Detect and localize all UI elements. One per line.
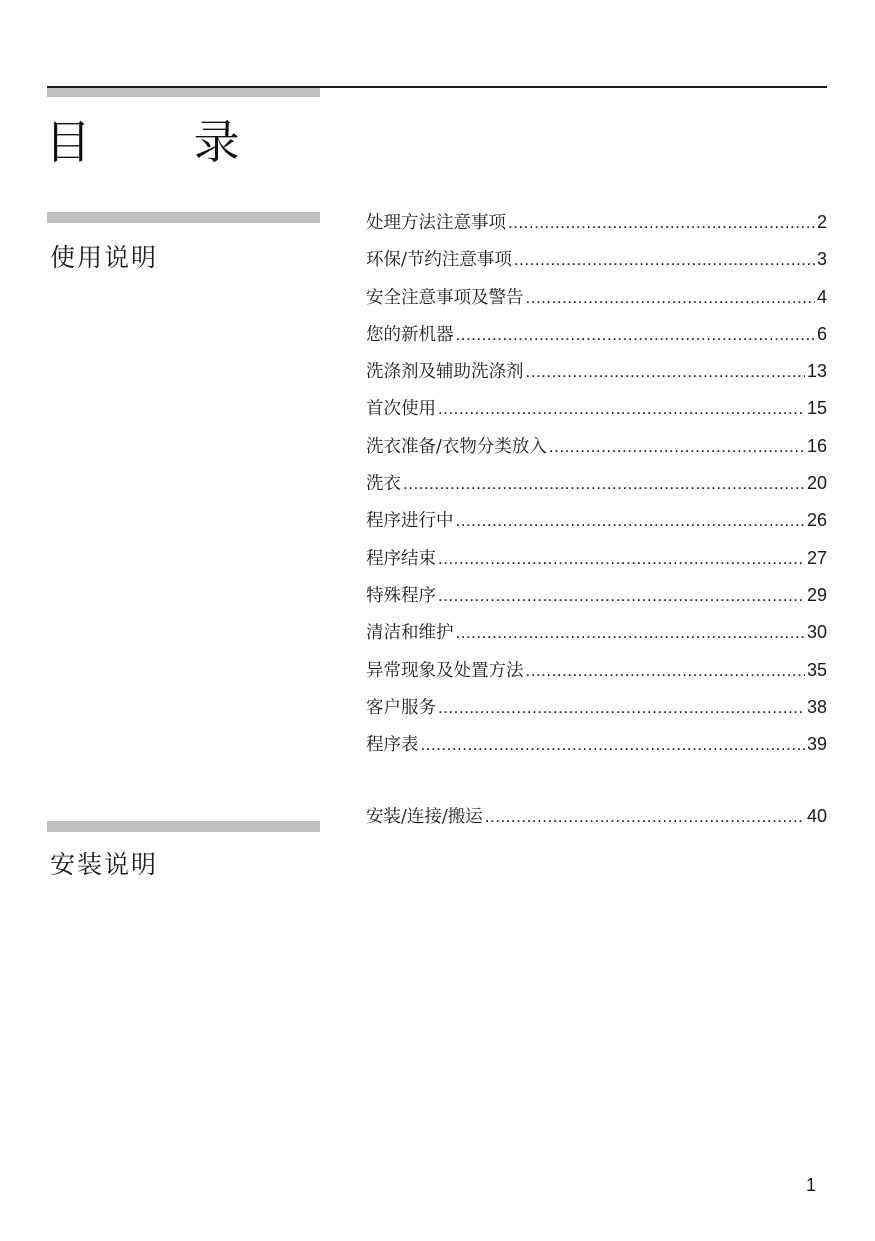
toc-entry-label: 安装/连接/搬运 — [366, 807, 483, 827]
toc-leader — [508, 211, 815, 235]
toc-entry-page: 15 — [806, 398, 827, 419]
toc-entry-label: 安全注意事项及警告 — [366, 287, 524, 308]
toc-entry-label: 特殊程序 — [366, 585, 436, 606]
toc-entry[interactable] — [366, 396, 827, 433]
title-accent-bar — [47, 88, 320, 97]
toc-entry-label: 客户服务 — [366, 697, 436, 718]
toc-leader — [456, 323, 815, 347]
toc-entry[interactable] — [366, 508, 827, 545]
toc-entry-page: 38 — [806, 696, 827, 717]
toc-entry[interactable] — [366, 804, 827, 841]
toc-leader — [438, 397, 805, 421]
toc-leader — [438, 547, 805, 571]
toc-entry[interactable] — [366, 546, 827, 583]
toc-entry-label: 洗涤剂及辅助洗涤剂 — [366, 362, 524, 383]
toc-entry-label: 程序进行中 — [366, 511, 454, 532]
toc-leader — [438, 584, 805, 608]
toc-entry-page: 13 — [806, 361, 827, 382]
toc-entry[interactable] — [366, 322, 827, 359]
toc-entry-page: 2 — [816, 212, 827, 232]
toc-entry-label: 处理方法注意事项 — [366, 213, 506, 233]
toc-leader — [526, 659, 805, 683]
section-heading-installation: 安装说明 — [50, 850, 159, 879]
section-divider-usage — [47, 212, 320, 223]
toc-leader — [514, 248, 815, 272]
toc-entry[interactable] — [366, 285, 827, 322]
section-divider-installation — [47, 821, 320, 832]
toc-entry-label: 洗衣准备/衣物分类放入 — [366, 436, 547, 457]
toc-entry-label: 您的新机器 — [366, 324, 454, 345]
toc-entry-page: 6 — [816, 323, 827, 344]
toc-entry-label: 环保/节约注意事项 — [366, 250, 512, 271]
toc-leader — [456, 621, 805, 645]
toc-leader — [549, 435, 805, 459]
section-heading-usage: 使用说明 — [50, 243, 159, 272]
toc-entry-page: 39 — [806, 734, 827, 755]
toc-leader — [526, 286, 815, 310]
toc-entry[interactable] — [366, 583, 827, 620]
toc-entry-label: 程序表 — [366, 735, 419, 756]
toc-leader — [526, 360, 805, 384]
page-title: 目 录 — [45, 115, 284, 169]
toc-entry-page: 26 — [806, 510, 827, 531]
toc-entry-page: 20 — [806, 473, 827, 494]
toc-entry-page: 35 — [806, 659, 827, 680]
toc-entry-label: 首次使用 — [366, 399, 436, 420]
toc-entry-label: 程序结束 — [366, 548, 436, 569]
toc-entry-page: 4 — [816, 286, 827, 307]
toc-leader — [438, 696, 805, 720]
toc-entry[interactable] — [366, 695, 827, 732]
toc-entry[interactable] — [366, 658, 827, 695]
toc-list-usage — [366, 210, 827, 769]
toc-leader — [421, 733, 805, 757]
toc-entry-label: 异常现象及处置方法 — [366, 660, 524, 681]
toc-entry[interactable] — [366, 620, 827, 657]
toc-entry[interactable] — [366, 434, 827, 471]
toc-leader — [456, 509, 805, 533]
toc-entry-page: 29 — [806, 584, 827, 605]
toc-entry-page: 30 — [806, 622, 827, 643]
page-number: 1 — [806, 1175, 817, 1195]
toc-entry-page: 3 — [816, 249, 827, 270]
toc-list-installation — [366, 804, 827, 841]
toc-entry-page: 27 — [806, 547, 827, 568]
toc-entry[interactable] — [366, 359, 827, 396]
toc-entry-page: 40 — [806, 806, 827, 826]
toc-entry-page: 16 — [806, 435, 827, 456]
toc-leader — [485, 805, 805, 829]
toc-entry[interactable] — [366, 247, 827, 284]
toc-entry-label: 洗衣 — [366, 474, 401, 495]
toc-entry[interactable] — [366, 210, 827, 247]
toc-leader — [403, 472, 805, 496]
toc-entry-label: 清洁和维护 — [366, 623, 454, 644]
toc-entry[interactable] — [366, 471, 827, 508]
toc-entry[interactable] — [366, 732, 827, 769]
